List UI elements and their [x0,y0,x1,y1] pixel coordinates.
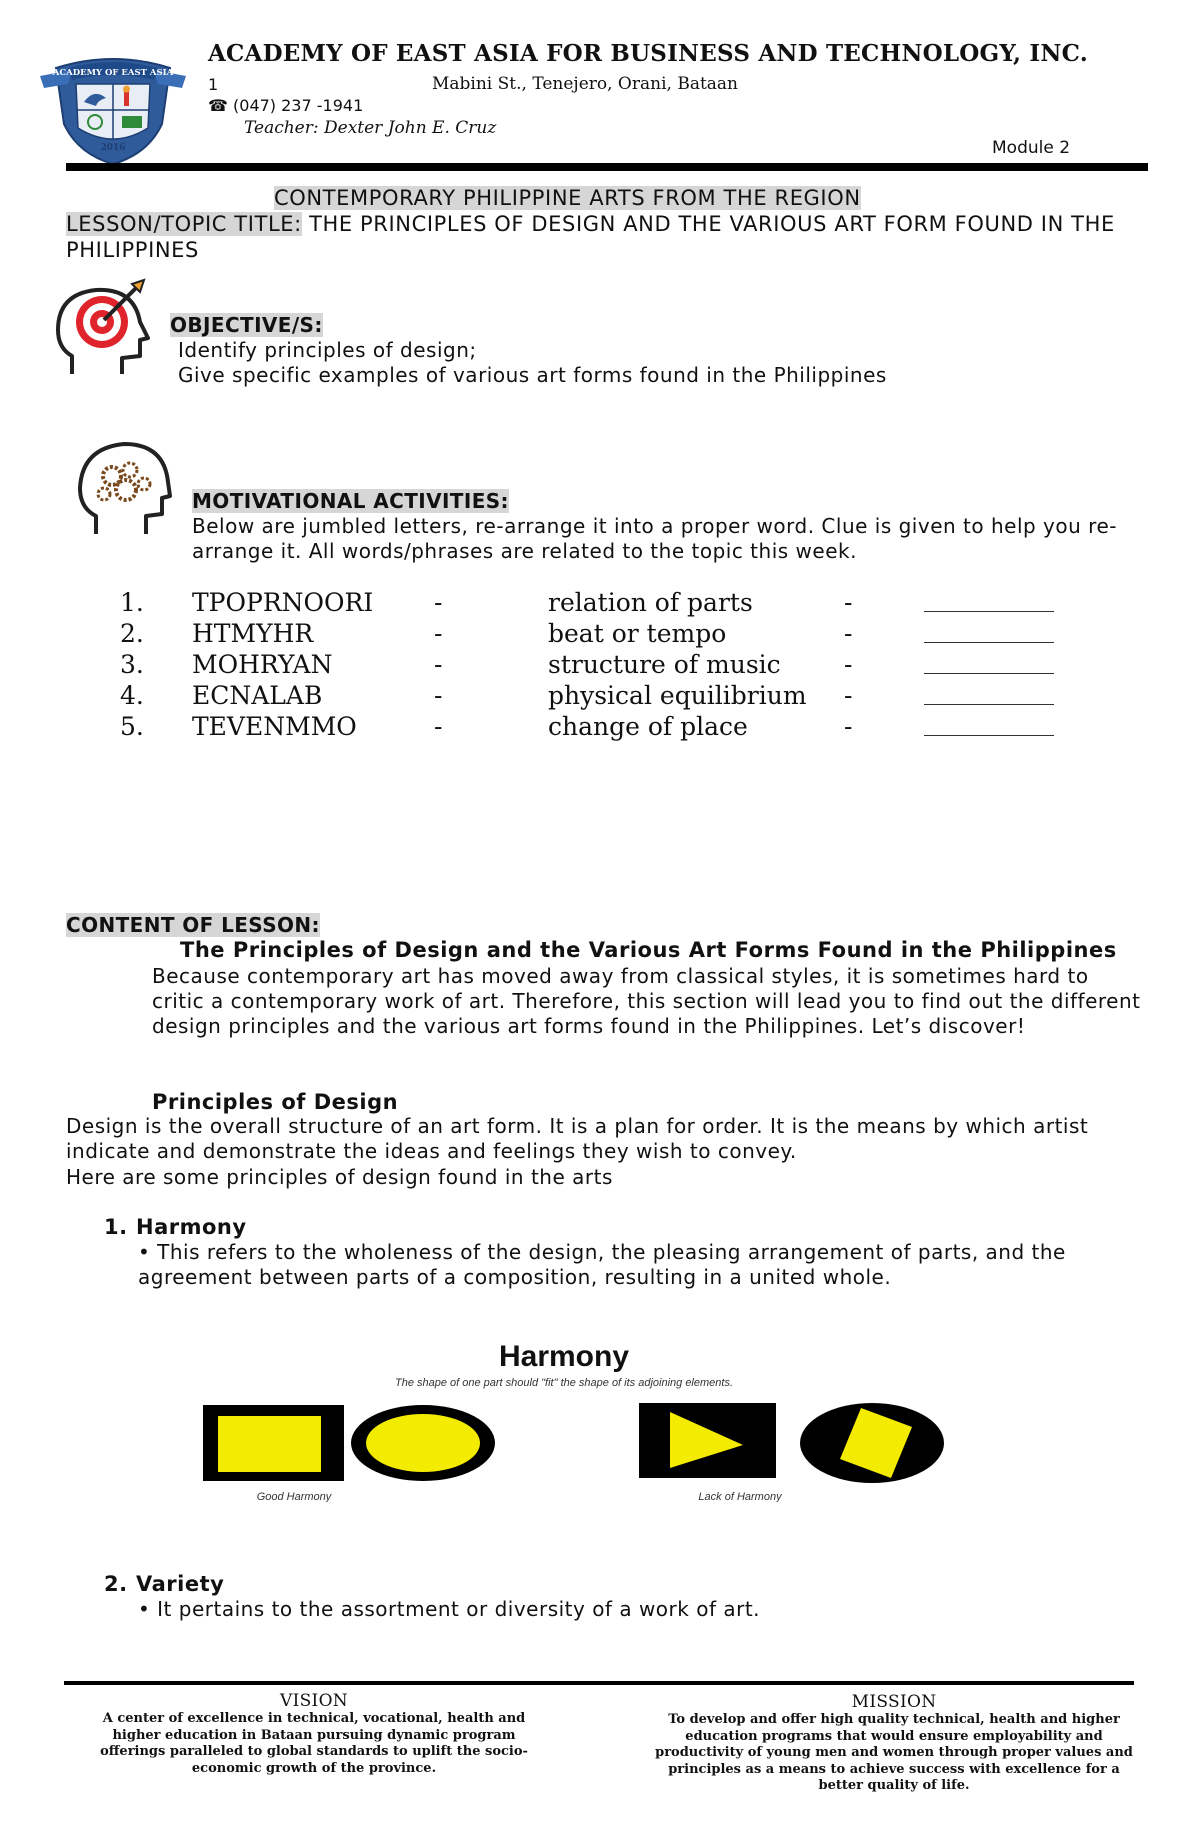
mission-block [654,1692,1134,1795]
school-name: ACADEMY OF EAST ASIA FOR BUSINESS AND TECHNOLOGY, INC. [208,40,1088,67]
svg-text:2016: 2016 [100,143,126,153]
jumbled-clue: relation of parts [548,588,753,617]
jumbled-clue: physical equilibrium [548,681,807,710]
jumbled-word: MOHRYAN [192,650,333,679]
content-subheading: The Principles of Design and the Various Art Forms Found in the Philippines [180,938,1117,962]
dash: - [434,681,443,710]
harmony-figure [200,1332,980,1502]
harmony-figure-title: Harmony [498,1340,630,1373]
mission-text: To develop and offer high quality technical, health and higher education programs that would ensure employability and productivity of young men and women through proper values and principles as a means to achieve success with excellence for a better quality of life. [655,1712,1133,1793]
header-divider [66,163,1148,171]
objective-item: Give specific examples of various art forms found in the Philippines [178,363,887,387]
answer-blank[interactable] [924,681,1054,705]
jumbled-number: 5. [120,712,144,741]
module-label: Module 2 [992,138,1071,158]
principle-name: Harmony [136,1215,247,1239]
lesson-title-text: THE PRINCIPLES OF DESIGN AND THE VARIOUS ART FORM FOUND IN THE PHILIPPINES [66,212,1115,262]
school-logo [38,54,188,166]
principle-description: • This refers to the wholeness of the design, the pleasing arrangement of parts, and the agreement between parts of a composition, resulting in a united whole. [138,1240,1066,1289]
footer-divider [64,1681,1134,1685]
jumbled-clue: structure of music [548,650,781,679]
jumbled-row [112,681,1072,712]
jumbled-number: 3. [120,650,144,679]
dash: - [434,650,443,679]
jumbled-word: TPOPRNOORI [192,588,374,617]
jumbled-number: 2. [120,619,144,648]
jumbled-clue: change of place [548,712,748,741]
objectives-heading: OBJECTIVE/S: [170,313,323,337]
vision-title: VISION [280,1691,348,1711]
principle-title [104,1215,247,1239]
vision-text: A center of excellence in technical, vocational, health and higher education in Bataan pursuing dynamic program offerings paralleled to global standards to uplift the socio-economic growth of the province. [100,1711,528,1776]
vision-block [84,1691,544,1777]
principle-number: 1. [104,1215,128,1239]
school-phone: ☎ (047) 237 -1941 [208,96,364,115]
principles-definition: Design is the overall structure of an art form. It is a plan for order. It is the means by which artist indicate and demonstrate the ideas and feelings they wish to convey. [66,1114,1089,1163]
school-address: Mabini St., Tenejero, Orani, Bataan [432,74,738,94]
target-head-icon [52,278,152,380]
objective-item: Identify principles of design; [178,338,477,362]
lesson-title-label: LESSON/TOPIC TITLE: [66,212,302,236]
dash: - [844,619,853,648]
jumbled-word: HTMYHR [192,619,314,648]
content-intro: Because contemporary art has moved away from classical styles, it is sometimes hard to critic a contemporary work of art. Therefore, this section will lead you to find out the different design principles and the various art forms found in the Philippines. Let’s discover! [152,964,1141,1038]
yellow-circle [366,1414,480,1472]
answer-blank[interactable] [924,619,1054,643]
motivational-heading: MOTIVATIONAL ACTIVITIES: [192,489,509,513]
answer-blank[interactable] [924,712,1054,736]
dash: - [844,712,853,741]
dash: - [434,712,443,741]
jumbled-row [112,619,1072,650]
dash: - [844,588,853,617]
yellow-square [218,1416,321,1472]
dash: - [844,681,853,710]
jumbled-word: ECNALAB [192,681,323,710]
page-number: 1 [208,75,219,94]
principle-number: 2. [104,1572,128,1596]
jumbled-number: 4. [120,681,144,710]
principle-name: Variety [136,1572,225,1596]
harmony-figure-caption: The shape of one part should "fit" the shape of its adjoining elements. [394,1377,734,1389]
mission-title: MISSION [851,1692,937,1712]
answer-blank[interactable] [924,588,1054,612]
principle-description: • It pertains to the assortment or diversity of a work of art. [138,1597,761,1621]
jumbled-row [112,588,1072,619]
document-title: CONTEMPORARY PHILIPPINE ARTS FROM THE REGION [274,186,861,210]
jumbled-row [112,650,1072,681]
jumbled-row [112,712,1072,743]
answer-blank[interactable] [924,650,1054,674]
gears-head-icon [74,436,172,538]
principles-intro: Here are some principles of design found in the arts [66,1165,613,1189]
good-harmony-label: Good Harmony [256,1491,332,1502]
teacher-name: Teacher: Dexter John E. Cruz [244,118,497,138]
jumbled-words-list [112,588,1072,743]
lesson-title [66,211,1148,263]
lack-harmony-label: Lack of Harmony [698,1491,782,1502]
principle-title [104,1572,224,1596]
svg-text:ACADEMY OF EAST ASIA: ACADEMY OF EAST ASIA [52,68,174,78]
principles-heading: Principles of Design [152,1090,399,1114]
jumbled-number: 1. [120,588,144,617]
motivational-instructions: Below are jumbled letters, re-arrange it into a proper word. Clue is given to help you re-arrange it. All words/phrases are related to the topic this week. [192,514,1117,563]
dash: - [844,650,853,679]
dash: - [434,619,443,648]
jumbled-word: TEVENMMO [192,712,357,741]
jumbled-clue: beat or tempo [548,619,727,648]
dash: - [434,588,443,617]
content-heading: CONTENT OF LESSON: [66,913,320,937]
